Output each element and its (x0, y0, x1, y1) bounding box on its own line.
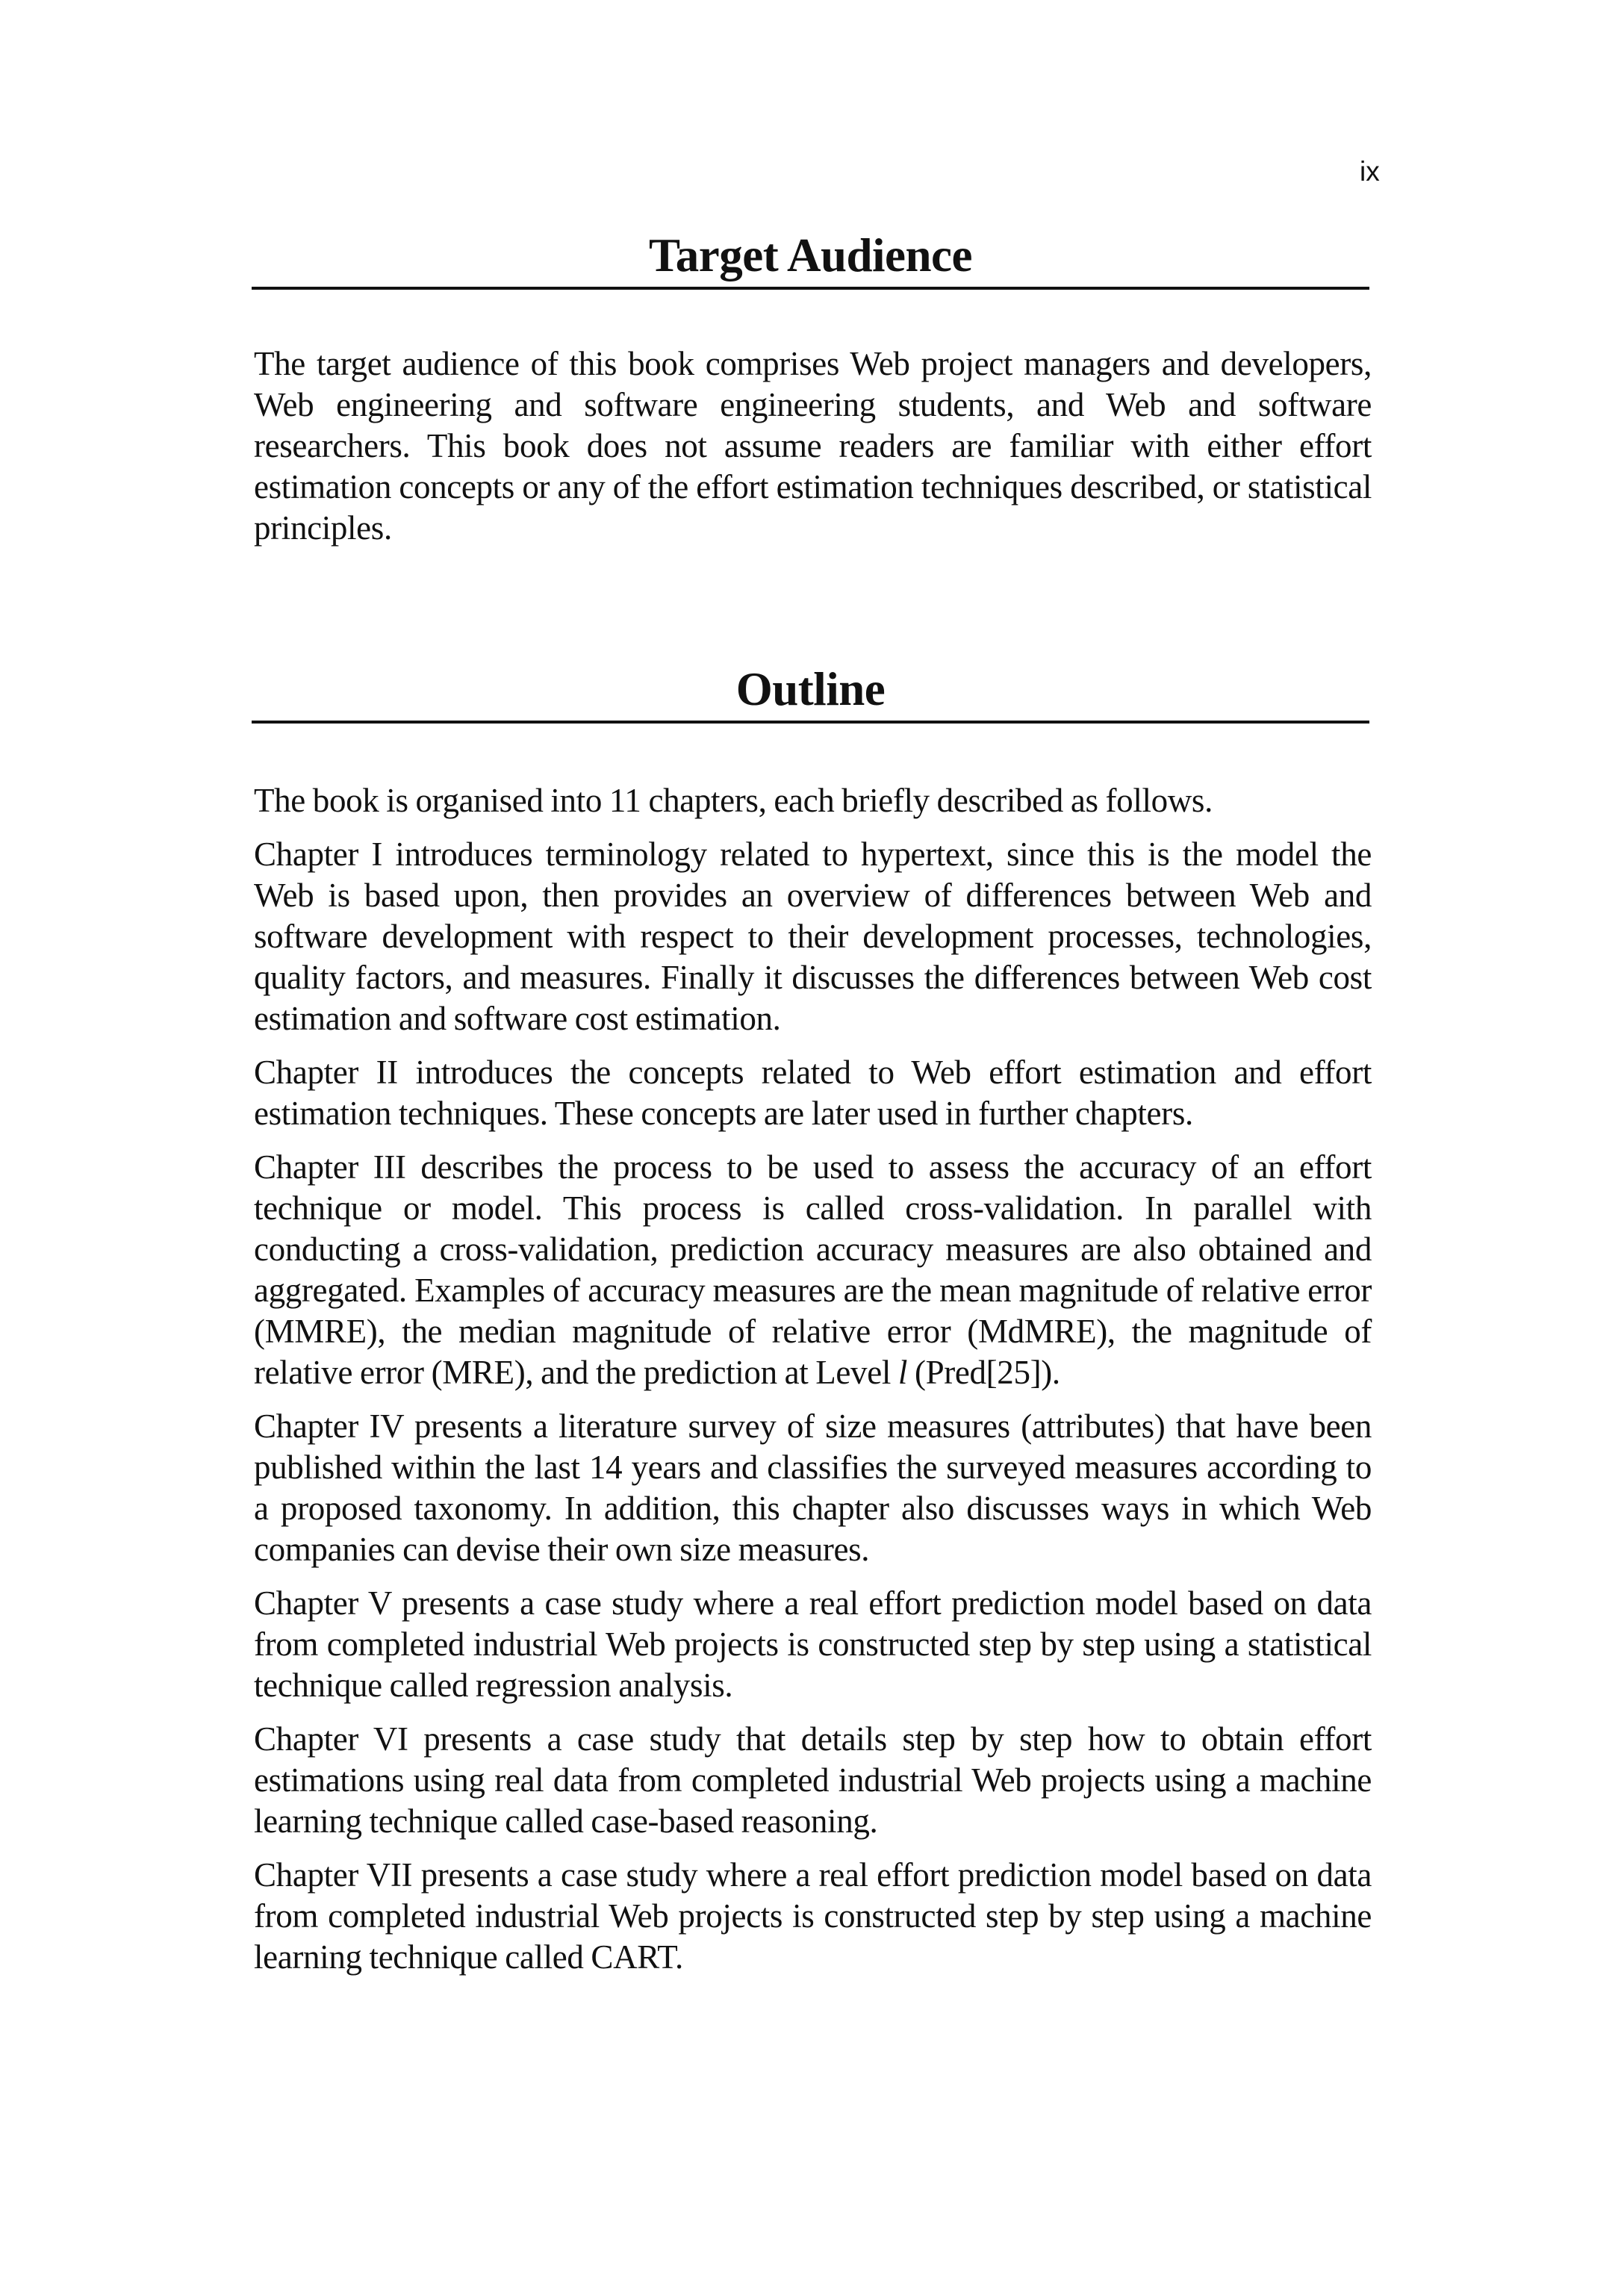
chapter-3-summary (254, 1147, 1372, 1393)
chapter-6-summary: Chapter VI presents a case study that details step by step how to obtain effort estimations using real data from completed industrial Web projects using a machine learning technique called case-based reasoning. (254, 1720, 1372, 1840)
section-heading-target-audience: Target Audience (252, 228, 1369, 290)
outline-body (254, 780, 1372, 1991)
target-audience-body (254, 343, 1372, 561)
level-variable-italic: l (897, 1354, 908, 1391)
chapter-1-summary: Chapter I introduces terminology related to hypertext, since this is the model the Web is based upon, then provides an overview of differences between Web and software development with respect to their development processes, technologies, quality factors, and measures. Finally it discusses the differences between Web cost estimation and software cost estimation. (254, 836, 1372, 1037)
chapter-7-summary: Chapter VII presents a case study where a real effort prediction model based on data from completed industrial Web projects is constructed step by step using a machine learning technique called CART. (254, 1856, 1372, 1976)
chapter-5-summary: Chapter V presents a case study where a real effort prediction model based on data from completed industrial Web projects is constructed step by step using a statistical technique called regression analysis. (254, 1584, 1372, 1704)
target-audience-paragraph: The target audience of this book comprises Web project managers and developers, Web engineering and software engineering students, and Web and software researchers. This book does not assume readers are familiar with either effort estimation concepts or any of the effort estimation techniques described, or statistical principles. (254, 345, 1372, 547)
chapter-3-text-start: Chapter III describes the process to be used to assess the accuracy of an effort technique or model. This process is called cross-validation. In parallel with conducting a cross-validation, prediction accuracy measures are also obtained and aggregated. Examples of accuracy measures are the mean magnitude of relative error (MMRE), the median magnitude of relative error (MdMRE), the magnitude of relative error (MRE), and the prediction at Level (254, 1148, 1372, 1391)
chapter-4-summary: Chapter IV presents a literature survey of size measures (attributes) that have been published within the last 14 years and classifies the surveyed measures according to a proposed taxonomy. In addition, this chapter also discusses ways in which Web companies can devise their own size measures. (254, 1407, 1372, 1568)
section-heading-outline: Outline (252, 662, 1369, 724)
page-number: ix (1360, 156, 1380, 187)
outline-intro: The book is organised into 11 chapters, each briefly described as follows. (254, 782, 1213, 819)
chapter-2-summary: Chapter II introduces the concepts related to Web effort estimation and effort estimation techniques. These concepts are later used in further chapters. (254, 1054, 1372, 1132)
chapter-3-text-end: (Pred[25]). (907, 1354, 1060, 1391)
